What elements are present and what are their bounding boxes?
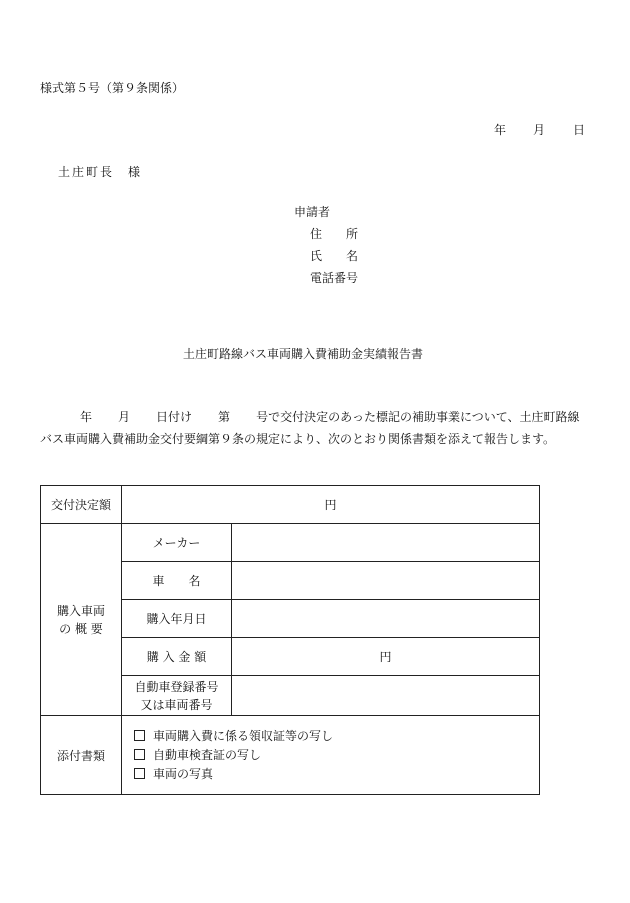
attachment-item[interactable]: 車両購入費に係る領収証等の写し <box>134 727 539 746</box>
maker-label: メーカー <box>122 524 232 562</box>
date-line <box>494 123 585 137</box>
applicant-heading: 申請者 <box>294 205 331 219</box>
body-paragraph <box>40 406 580 450</box>
attachment-item[interactable]: 車両の写真 <box>134 765 539 784</box>
registration-number-label: 自動車登録番号 又は車両番号 <box>122 676 232 716</box>
grant-amount-label: 交付決定額 <box>41 486 122 524</box>
attachments-label: 添付書類 <box>41 716 122 795</box>
checkbox-icon[interactable] <box>134 768 145 779</box>
applicant-phone-label: 電話番号 <box>310 271 359 285</box>
grant-amount-field[interactable] <box>122 486 540 524</box>
body-number-prefix: 第 <box>218 410 231 424</box>
body-year: 年 <box>80 410 93 424</box>
attachments-list <box>122 716 540 795</box>
car-name-field[interactable] <box>232 562 540 600</box>
car-name-label: 車 名 <box>122 562 232 600</box>
document-title: 土庄町路線バス車両購入費補助金実績報告書 <box>183 347 424 361</box>
body-text: 号で交付決定のあった標記の補助事業について、土庄町路線バス車両購入費補助金交付要綱第９条の規定により、次のとおり関係書類を添えて報告します。 <box>40 410 580 446</box>
report-table <box>40 485 540 795</box>
form-number: 様式第５号（第９条関係） <box>40 81 185 95</box>
checkbox-icon[interactable] <box>134 730 145 741</box>
applicant-address-label: 住 所 <box>310 227 359 241</box>
purchase-date-field[interactable] <box>232 600 540 638</box>
purchase-amount-field[interactable] <box>232 638 540 676</box>
registration-number-field[interactable] <box>232 676 540 716</box>
body-month: 月 <box>118 410 131 424</box>
body-date-label: 日付け <box>156 410 193 424</box>
purchase-amount-label: 購 入 金 額 <box>122 638 232 676</box>
applicant-block <box>294 205 358 293</box>
purchase-amount-unit: 円 <box>379 650 392 664</box>
date-month: 月 <box>533 123 546 137</box>
date-year: 年 <box>494 123 507 137</box>
applicant-name-label: 氏 名 <box>310 249 359 263</box>
purchase-date-label: 購入年月日 <box>122 600 232 638</box>
attachment-item[interactable]: 自動車検査証の写し <box>134 746 539 765</box>
grant-amount-unit: 円 <box>324 498 337 512</box>
vehicle-summary-label: 購入車両 の 概 要 <box>41 524 122 716</box>
addressee: 土庄町長 様 <box>58 165 143 179</box>
maker-field[interactable] <box>232 524 540 562</box>
checkbox-icon[interactable] <box>134 749 145 760</box>
date-day: 日 <box>573 123 586 137</box>
